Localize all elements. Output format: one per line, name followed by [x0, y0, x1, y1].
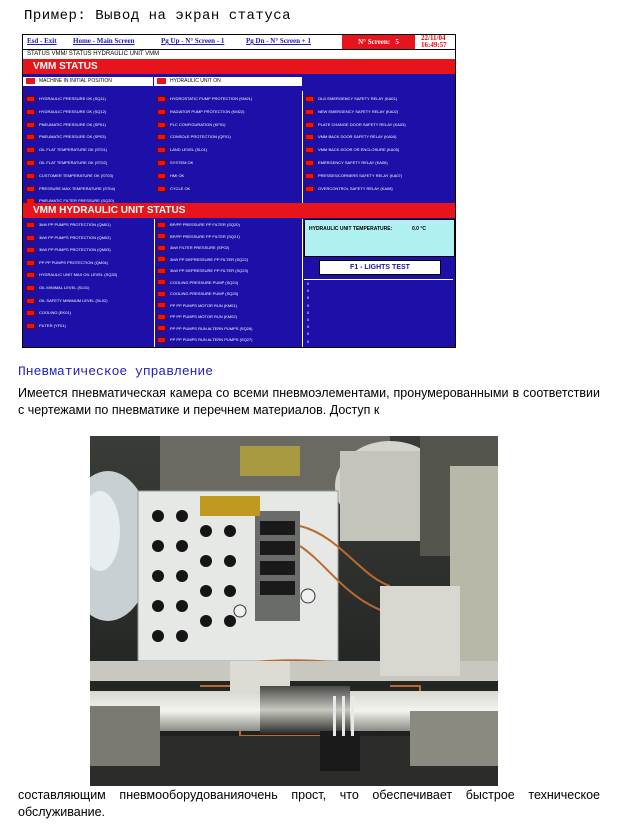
status-item	[26, 234, 111, 242]
indicator-lamp	[26, 147, 35, 153]
status-item	[157, 133, 231, 141]
status-item-label: PRESSES/CORNERS SAFETY RELAY (KA07)	[318, 172, 403, 178]
status-item-label: PNEUMATIC PRESSURE OK (SP01)	[39, 121, 106, 127]
status-item	[305, 121, 406, 129]
status-item-label: LAND LEVEL (SL01)	[170, 147, 208, 153]
status-item-label: PP PP PUMPS RUN ALTERN PUMPS (SQ27)	[170, 337, 253, 342]
hydraulic-unit-on-label: HYDRAULIC UNIT ON	[170, 78, 221, 84]
status-item	[157, 313, 237, 321]
menu-exit[interactable]: Esd - Exit	[27, 37, 57, 45]
screen-number	[342, 35, 415, 49]
indicator-lamp	[157, 233, 166, 239]
status-item	[26, 221, 111, 229]
indicator-lamp	[157, 147, 166, 153]
temperature-panel	[304, 219, 455, 257]
status-item-label: FILTER (YF01)	[39, 322, 66, 328]
status-item	[305, 95, 397, 103]
status-item	[157, 146, 207, 154]
indicator-lamp	[305, 96, 314, 102]
output-line: 0	[307, 281, 310, 286]
machine-initial-position-label: MACHINE IN INITIAL POSITION	[39, 78, 112, 84]
status-item	[157, 221, 240, 229]
status-item-label: 3kW PP PUMPS PROTECTION (QM03)	[39, 247, 111, 253]
output-line: 0	[307, 288, 310, 294]
status-item-label: CONSOLE PROTECTION (QF01)	[170, 134, 231, 140]
status-item-label: OIL FLAT TEMPERATURE OK (ST01)	[39, 147, 108, 153]
indicator-lamp	[305, 109, 314, 115]
status-item-label: NEW EMERGENCY SAFETY RELAY (KA02)	[318, 108, 399, 114]
paragraph-1: Имеется пневматическая камера со всеми пневмоэлементами, пронумерованными в соответствии с чертежами по пневматике и перечнем материалов. Доступ к	[18, 386, 600, 417]
status-item	[26, 133, 106, 141]
status-item-label: PP PP PUMPS MOTOR RUN (KM02)	[170, 314, 237, 319]
indicator-lamp	[157, 109, 166, 115]
menu-pgdn[interactable]: Pg Dn - N° Screen + 1	[246, 37, 311, 45]
status-item-label: COOLING (EK01)	[39, 310, 72, 316]
status-item-label: COOLING PRESSURE PUMP (SQ25)	[170, 291, 239, 296]
indicator-lamp	[157, 268, 166, 274]
status-item-label: BP/PP PRESSURE PP FILTER (SQ20)	[170, 222, 240, 227]
indicator-lamp	[157, 96, 166, 102]
status-item-label: RADIATOR PUMP PROTECTION (KM22)	[170, 108, 245, 114]
status-item-label: OIL MINIMAL LEVEL (SL01)	[39, 285, 90, 290]
machine-initial-position	[23, 77, 153, 86]
indicator-lamp	[26, 272, 35, 278]
status-item	[157, 244, 229, 252]
status-item	[26, 121, 106, 129]
status-item	[157, 279, 238, 287]
indicator-lamp	[157, 337, 166, 343]
status-item-label: HMI OK	[170, 172, 185, 178]
lights-test-button[interactable]: F1 - LIGHTS TEST	[319, 260, 441, 275]
indicator-lamp	[26, 96, 35, 102]
status-item	[157, 185, 190, 193]
temperature-value: 0.0 °C	[412, 226, 426, 232]
status-item	[157, 108, 244, 116]
status-item	[157, 256, 248, 264]
indicator-lamp	[157, 160, 166, 166]
status-item-label: COOLING PRESSURE PUMP (SQ24)	[170, 279, 239, 285]
pneumatic-cabinet-photo	[90, 436, 498, 786]
status-item	[26, 146, 107, 154]
status-item	[26, 309, 71, 317]
indicator-lamp	[26, 78, 35, 84]
status-item	[26, 95, 106, 103]
status-item-label: VMM BACK DOOR SAFETY RELAY (KA04)	[318, 134, 397, 140]
status-item	[305, 159, 388, 167]
status-item-label: SYSTEM OK	[170, 160, 194, 165]
indicator-lamp	[157, 186, 166, 192]
status-item-label: 3kW PP DEPRESSURE PP FILTER (SQ22)	[170, 256, 249, 262]
indicator-lamp	[157, 314, 166, 320]
indicator-lamp	[157, 78, 166, 84]
indicator-lamp	[26, 122, 35, 128]
indicator-lamp	[157, 222, 166, 228]
status-item-label: PNEUMATIC PRESSURE OK (SP03)	[39, 134, 106, 140]
status-item	[305, 185, 393, 193]
status-item	[26, 284, 89, 292]
status-item-label: PP PP PUMPS PROTECTION (QM04)	[39, 259, 108, 265]
status-item-label: OIL SAFETY MINIMUM LEVEL (SL02)	[39, 297, 108, 303]
status-item	[26, 259, 108, 267]
status-item-label: OVERCONTROL SAFETY RELAY (KA08)	[318, 185, 393, 191]
status-item-label: PLC CONFIGURATION (KF01)	[170, 121, 226, 127]
menu-pgup[interactable]: Pg Up - N° Screen - 1	[161, 37, 225, 45]
indicator-lamp	[26, 134, 35, 140]
screen-number-label: N° Screen:	[358, 38, 391, 46]
status-item-label: PP PP PUMPS RUN ALTERN PUMPS (SQ26)	[170, 325, 253, 331]
screen-subtitle: STATUS VMM/ STATUS HYDRAULIC UNIT VMM	[23, 50, 455, 59]
indicator-lamp	[305, 186, 314, 192]
status-item	[157, 325, 252, 333]
menu-bar	[23, 35, 455, 50]
output-line: 0	[307, 309, 310, 315]
status-item	[26, 159, 107, 167]
status-item	[305, 172, 402, 180]
date: 22/11/04	[421, 34, 446, 42]
status-item-label: HYDRAULIC PRESSURE OK (SQ12)	[39, 108, 107, 114]
status-screen	[22, 34, 456, 348]
column-divider	[154, 219, 155, 347]
indicator-lamp	[157, 325, 166, 331]
hydraulic-unit-on	[154, 77, 302, 86]
indicator-lamp	[157, 134, 166, 140]
indicator-lamp	[305, 160, 314, 166]
indicator-lamp	[157, 291, 166, 297]
status-item	[157, 302, 237, 310]
status-item	[157, 121, 226, 129]
status-item	[305, 108, 398, 116]
status-item-label: 3kW PP PUMPS PROTECTION (QM02)	[39, 234, 111, 240]
output-line: 0	[307, 331, 310, 337]
output-line: 0	[307, 338, 310, 344]
status-item	[157, 95, 252, 103]
indicator-lamp	[305, 173, 314, 179]
indicator-lamp	[157, 256, 166, 262]
indicator-lamp	[26, 247, 35, 253]
status-item	[157, 233, 240, 241]
status-item-label: CUSTOMER TEMPERATURE OK (ST03)	[39, 172, 114, 178]
indicator-lamp	[157, 122, 166, 128]
status-item	[26, 322, 66, 330]
status-item	[26, 172, 113, 180]
section-title: Пневматическое управление	[18, 364, 214, 379]
status-item-label: CYCLE OK	[170, 185, 191, 191]
output-list	[304, 279, 453, 346]
indicator-lamp	[305, 134, 314, 140]
status-item	[157, 290, 238, 298]
indicator-lamp	[26, 235, 35, 241]
status-item-label: VMM BACK DOOR OR ENCLOSURE (KA05)	[318, 147, 400, 153]
status-item-label: PLATE CHANGE DOOR SAFETY RELAY (KA03)	[318, 121, 406, 127]
indicator-lamp	[26, 222, 35, 228]
status-item-label: PP PP PUMPS MOTOR RUN (KM01)	[170, 302, 237, 308]
status-item-label: 3kW PP DEPRESSURE PP FILTER (SQ23)	[170, 268, 249, 273]
temperature-label: HYDRAULIC UNIT TEMPERATURE:	[309, 226, 393, 232]
indicator-lamp	[157, 302, 166, 308]
hydraulic-status-band: VMM HYDRAULIC UNIT STATUS	[23, 203, 455, 218]
output-line: 0	[307, 302, 310, 308]
indicator-lamp	[26, 298, 35, 304]
indicator-lamp	[26, 173, 35, 179]
status-item	[305, 133, 396, 141]
indicator-lamp	[157, 173, 166, 179]
status-item-label: 3kW PP PUMPS PROTECTION (QM01)	[39, 222, 111, 227]
indicator-lamp	[26, 160, 35, 166]
indicator-lamp	[157, 279, 166, 285]
status-item-label: EMERGENCY SAFETY RELAY (KA06)	[318, 160, 388, 165]
indicator-lamp	[26, 285, 35, 291]
status-item	[157, 159, 193, 167]
output-line: 0	[307, 316, 310, 322]
status-item-label: PRESSURE MAX TEMPERATURE (ST04)	[39, 185, 116, 191]
output-line: 0	[307, 324, 310, 330]
indicator-lamp	[26, 186, 35, 192]
status-item-label: BP/PP PRESSURE PP FILTER (SQ21)	[170, 233, 240, 239]
status-item-label: OLD EMERGENCY SAFETY RELAY (KA01)	[318, 96, 398, 101]
status-item	[26, 108, 106, 116]
status-item	[157, 336, 252, 344]
indicator-lamp	[26, 310, 35, 316]
vmm-status-band: VMM STATUS	[23, 59, 455, 74]
status-item	[26, 185, 115, 193]
status-item	[157, 172, 184, 180]
output-line: 0	[307, 295, 310, 301]
indicator-lamp	[26, 323, 35, 329]
status-item	[26, 271, 117, 279]
status-item-label: HYDRAULIC UNIT MAX OIL LEVEL (SQ33)	[39, 272, 118, 278]
photo-illustration	[90, 436, 498, 786]
indicator-lamp	[26, 260, 35, 266]
indicator-lamp	[305, 147, 314, 153]
indicator-lamp	[157, 245, 166, 251]
indicator-lamp	[26, 109, 35, 115]
column-divider	[302, 91, 303, 203]
menu-home[interactable]: Home - Main Screen	[73, 37, 135, 45]
status-item-label: OIL FLAT TEMPERATURE OK (ST02)	[39, 160, 108, 165]
column-divider	[302, 219, 303, 347]
screen-number-value: 5	[395, 38, 399, 46]
paragraph-2: составляющим пневмооборудованияочень прост, что обеспечивает быстрое техническое обслуживание.	[18, 788, 600, 819]
status-item	[26, 297, 108, 305]
time: 16:49:57	[421, 41, 447, 49]
status-item	[157, 267, 248, 275]
status-item-label: HYDRAULIC PRESSURE OK (SQ11)	[39, 96, 106, 101]
status-item-label: PNEUMATIC FILTER PRESSURE (SQ20)	[39, 198, 114, 204]
indicator-lamp	[305, 122, 314, 128]
status-item-label: HYDROSTATIC PUMP PROTECTION (KM21)	[170, 96, 253, 101]
caption: Пример: Вывод на экран статуса	[24, 8, 292, 24]
status-item	[305, 146, 399, 154]
status-item	[26, 246, 111, 254]
status-item-label: 3kW FILTER PRESSURE (SP02)	[170, 245, 230, 250]
